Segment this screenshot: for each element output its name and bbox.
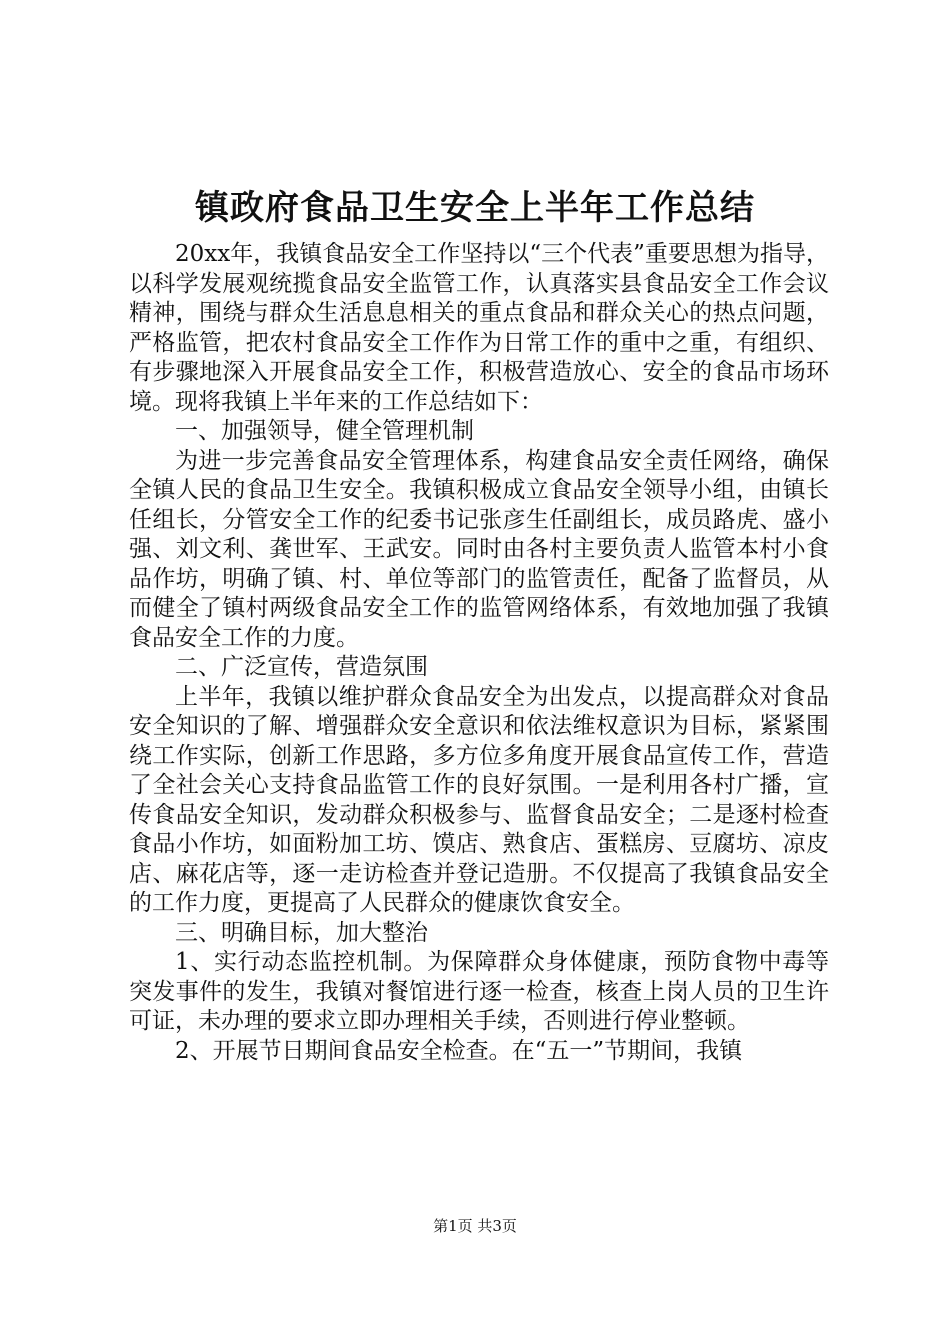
paragraph-item-1: 1、实行动态监控机制。为保障群众身体健康，预防食物中毒等突发事件的发生，我镇对餐馆进行逐一检查，核查上岗人员的卫生许可证，未办理的要求立即办理相关手续，否则进行停业整顿。 (129, 949, 829, 1034)
document-title: 镇政府食品卫生安全上半年工作总结 (195, 188, 755, 228)
document-body (129, 240, 829, 1066)
paragraph-section-2: 上半年，我镇以维护群众食品安全为出发点，以提高群众对食品安全知识的了解、增强群众安全意识和依法维权意识为目标，紧紧围绕工作实际，创新工作思路，多方位多角度开展食品宣传工作，营造了全社会关心支持食品监管工作的良好氛围。一是利用各村广播，宣传食品安全知识，发动群众积极参与、监督食品安全；二是逐村检查食品小作坊，如面粉加工坊、馍店、熟食店、蛋糕房、豆腐坊、凉皮店、麻花店等，逐一走访检查并登记造册。不仅提高了我镇食品安全的工作力度，更提高了人民群众的健康饮食安全。 (129, 683, 829, 916)
section-heading-2: 二、广泛宣传，营造氛围 (175, 654, 428, 680)
paragraph-item-2: 2、开展节日期间食品安全检查。在“五一”节期间，我镇 (175, 1037, 743, 1064)
paragraph-section-1: 为进一步完善食品安全管理体系，构建食品安全责任网络，确保全镇人民的食品卫生安全。我镇积极成立食品安全领导小组，由镇长任组长，分管安全工作的纪委书记张彦生任副组长，成员路虎、盛小强、刘文利、龚世军、王武安。同时由各村主要负责人监管本村小食品作坊，明确了镇、村、单位等部门的监管责任，配备了监督员，从而健全了镇村两级食品安全工作的监管网络体系，有效地加强了我镇食品安全工作的力度。 (129, 447, 829, 651)
section-heading-3: 三、明确目标，加大整治 (175, 919, 428, 946)
page-number-footer: 第1页 共3页 (433, 1217, 517, 1235)
section-heading-1: 一、加强领导，健全管理机制 (175, 418, 474, 444)
paragraph-intro: 20xx年，我镇食品安全工作坚持以“三个代表”重要思想为指导，以科学发展观统揽食品安全监管工作，认真落实县食品安全工作会议精神，围绕与群众生活息息相关的重点食品和群众关心的热点问题，严格监管，把农村食品安全工作作为日常工作的重中之重，有组织、有步骤地深入开展食品安全工作，积极营造放心、安全的食品市场环境。现将我镇上半年来的工作总结如下： (129, 241, 829, 415)
